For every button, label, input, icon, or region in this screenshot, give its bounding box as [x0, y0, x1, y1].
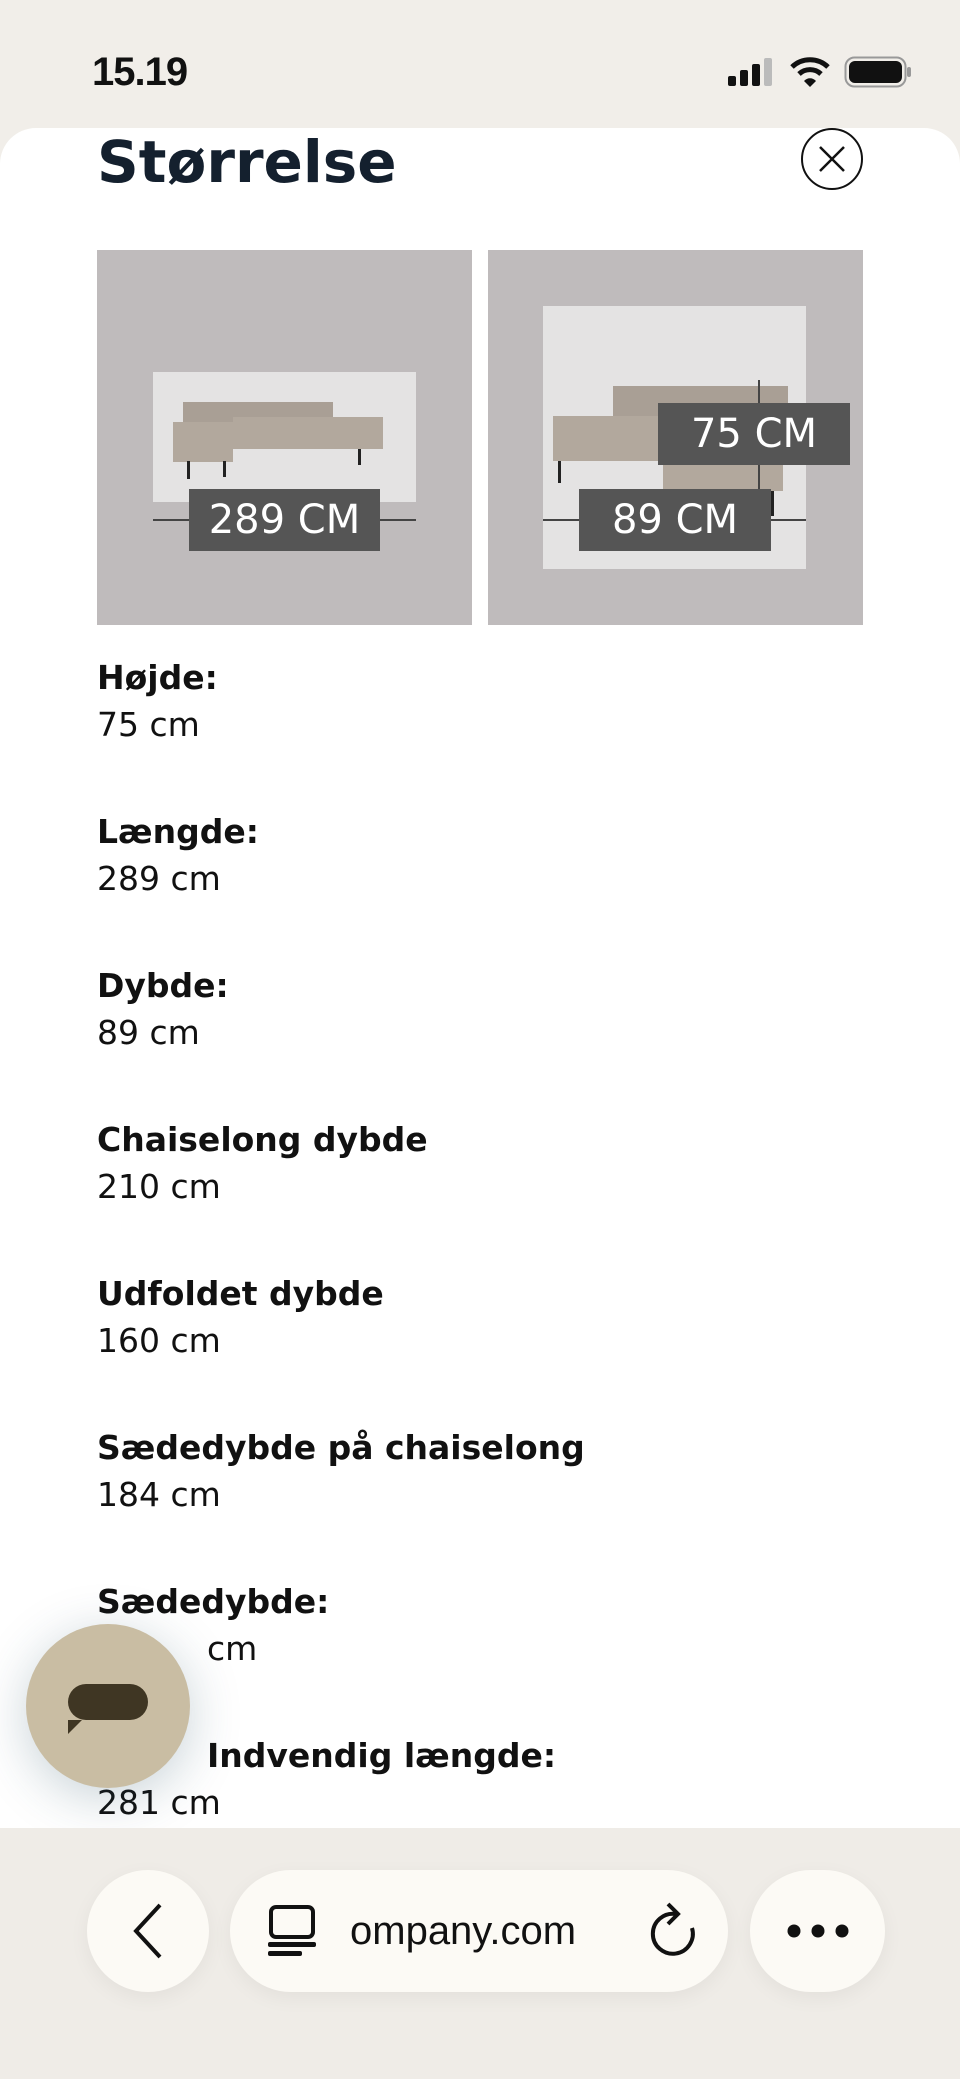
spec-item	[97, 1118, 585, 1272]
sofa-image	[153, 372, 416, 502]
chevron-left-icon	[128, 1901, 168, 1961]
signal-icon	[728, 58, 776, 86]
length-label: 289 CM	[189, 489, 380, 551]
spec-item	[97, 1272, 585, 1426]
spec-value: cm	[207, 1629, 258, 1668]
spec-label: Længde:	[97, 812, 259, 851]
close-button[interactable]	[801, 128, 863, 190]
spec-item	[97, 1426, 585, 1580]
depth-label: 89 CM	[579, 489, 771, 551]
back-button[interactable]	[87, 1870, 209, 1992]
address-bar[interactable]	[230, 1870, 728, 1992]
page-title: Størrelse	[97, 128, 397, 196]
spec-label: Udfoldet dybde	[97, 1274, 384, 1313]
spec-label: Sædedybde på chaiselong	[97, 1428, 585, 1467]
reader-icon	[268, 1905, 316, 1957]
spec-label: Sædedybde:	[97, 1582, 330, 1621]
chat-icon-tail	[68, 1720, 82, 1734]
spec-label: Dybde:	[97, 966, 229, 1005]
spec-item	[97, 656, 585, 810]
size-sheet	[0, 128, 960, 1828]
spec-value: 184 cm	[97, 1475, 221, 1514]
spec-value: 75 cm	[97, 705, 200, 744]
reload-icon	[646, 1902, 698, 1960]
status-bar	[0, 0, 960, 128]
browser-toolbar	[0, 1828, 960, 2079]
spec-item	[97, 810, 585, 964]
spec-value: 210 cm	[97, 1167, 221, 1206]
spec-label: Indvendig længde:	[207, 1736, 557, 1775]
url-text: ompany.com	[350, 1908, 577, 1953]
more-button[interactable]	[750, 1870, 885, 1992]
spec-value: 89 cm	[97, 1013, 200, 1052]
status-time: 15.19	[92, 50, 188, 94]
wifi-icon	[790, 57, 830, 87]
spec-label: Højde:	[97, 658, 218, 697]
chat-icon	[68, 1684, 148, 1720]
sofa-length-image[interactable]	[97, 250, 472, 625]
spec-label: Chaiselong dybde	[97, 1120, 428, 1159]
chat-button[interactable]	[26, 1624, 190, 1788]
more-icon	[786, 1923, 850, 1939]
spec-item	[97, 964, 585, 1118]
spec-value: 281 cm	[97, 1783, 221, 1822]
battery-icon	[844, 56, 912, 88]
sofa-depth-height-image[interactable]	[488, 250, 863, 625]
spec-value: 289 cm	[97, 859, 221, 898]
close-icon	[817, 144, 847, 174]
spec-value: 160 cm	[97, 1321, 221, 1360]
height-label: 75 CM	[658, 403, 850, 465]
